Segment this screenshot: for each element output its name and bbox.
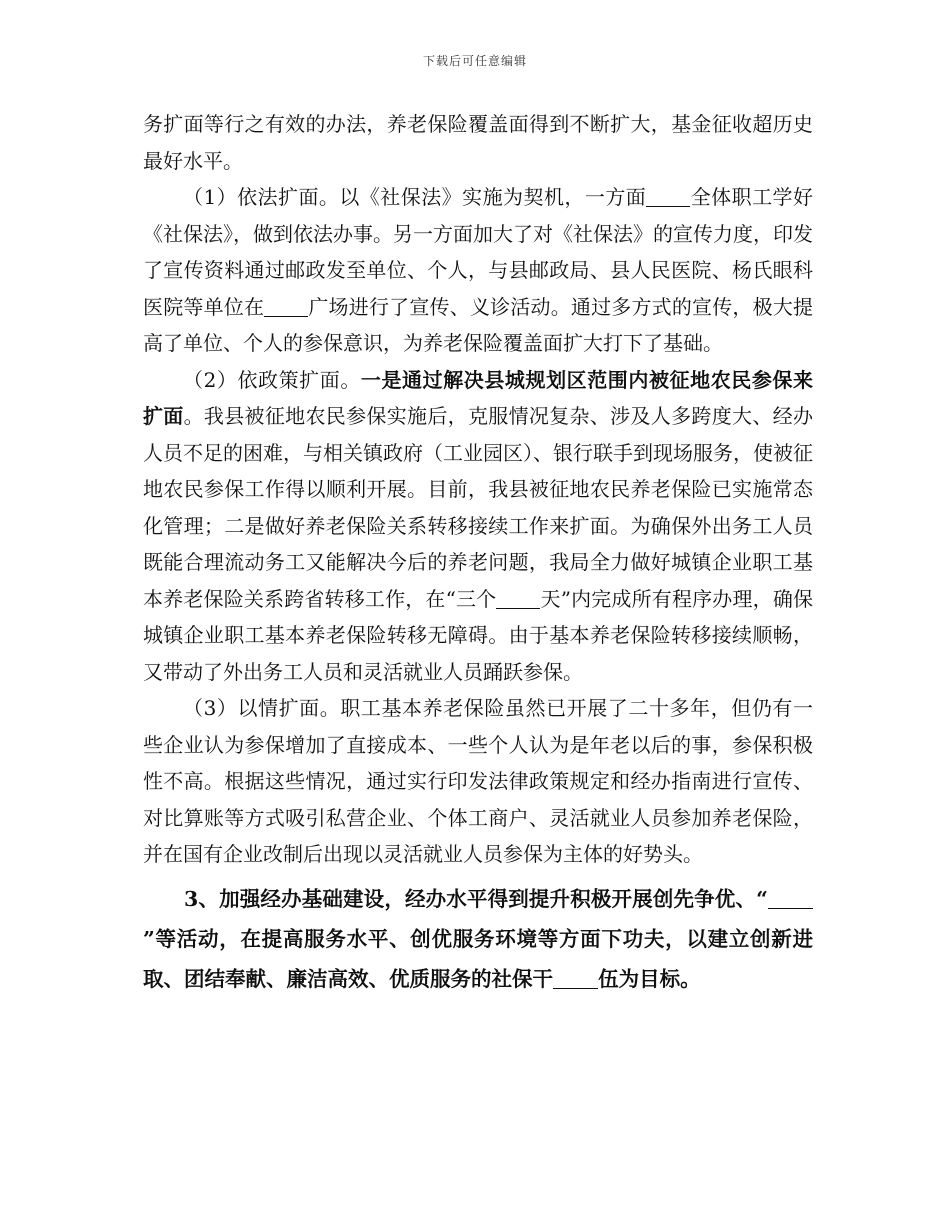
- text-run: 伍为目标。: [598, 966, 701, 991]
- text-run: （1）依法扩面。以《社保法》实施为契机，一方面: [183, 185, 647, 209]
- blank-line: [553, 967, 598, 989]
- text-run: 广场进行了宣传、义诊活动。通过多方式的宣传，极大提高了单位、个人的参保意识，为养老保险覆盖面扩大打下了基础。: [143, 294, 814, 355]
- text-run: （3）以情扩面。职工基本养老保险虽然已开展了二十多年，但仍有一些企业认为参保增加了直接成本、一些个人认为是年老以后的事，参保积极性不高。根据这些情况，通过实行印发法律政策规定和经办指南进行宣传、对比算账等方式吸引私营企业、个体工商户、灵活就业人员参加养老保险，并在国有企业改制后出现以灵活就业人员参保为主体的好势头。: [143, 696, 813, 866]
- text-run: 3、加强经办基础建设，经办水平得到提升积极开展创先争优、“: [184, 886, 768, 911]
- paragraph-legal-expansion: [143, 179, 813, 362]
- text-run: ”等活动，在提高服务水平、创优服务环境等方面下功夫，以建立创新进取、团结奉献、廉洁高效、优质服务的社保干: [143, 926, 813, 991]
- text-run: 全体职工学好《社保法》，做到依法办事。另一方面加大了对《社保法》的宣传力度，印发了宣传资料通过邮政发至单位、个人，与县邮政局、县人民医院、杨氏眼科医院等单位在: [143, 185, 813, 319]
- blank-line: [646, 186, 690, 207]
- paragraph-intro-text: 务扩面等行之有效的办法，养老保险覆盖面得到不断扩大，基金征收超历史最好水平。: [143, 112, 813, 173]
- page-header: 下载后可任意编辑: [422, 54, 527, 68]
- blank-line: [264, 296, 308, 317]
- paragraph-policy-expansion: [143, 362, 813, 691]
- text-run: 天”内完成所有程序办理，确保城镇企业职工基本养老保险转移无障碍。由于基本养老保险转移接续顺畅，又带动了外出务工人员和灵活就业人员踊跃参保。: [143, 586, 813, 684]
- blank-line: [768, 887, 813, 909]
- paragraph-section-3: [143, 879, 813, 999]
- paragraph-intro: [143, 106, 813, 179]
- text-run: （2）依政策扩面。: [183, 367, 361, 392]
- bold-text-run: 一是通过解决县城规划区范围内被征地农民参保来扩面: [143, 367, 813, 428]
- blank-line: [496, 588, 540, 609]
- document-body: [143, 106, 813, 999]
- paragraph-emotional-expansion: [143, 690, 813, 873]
- text-run: 。我县被征地农民参保实施后，克服情况复杂、涉及人多跨度大、经办人员不足的困难，与相关镇政府（工业园区）、银行联手到现场服务，使被征地农民参保工作得以顺利开展。目前，我县被征地农民养老保险已实施常态化管理；二是做好养老保险关系转移接续工作来扩面。为确保外出务工人员既能合理流动务工又能解决今后的养老问题，我局全力做好城镇企业职工基本养老保险关系跨省转移工作，在“三个: [143, 404, 813, 611]
